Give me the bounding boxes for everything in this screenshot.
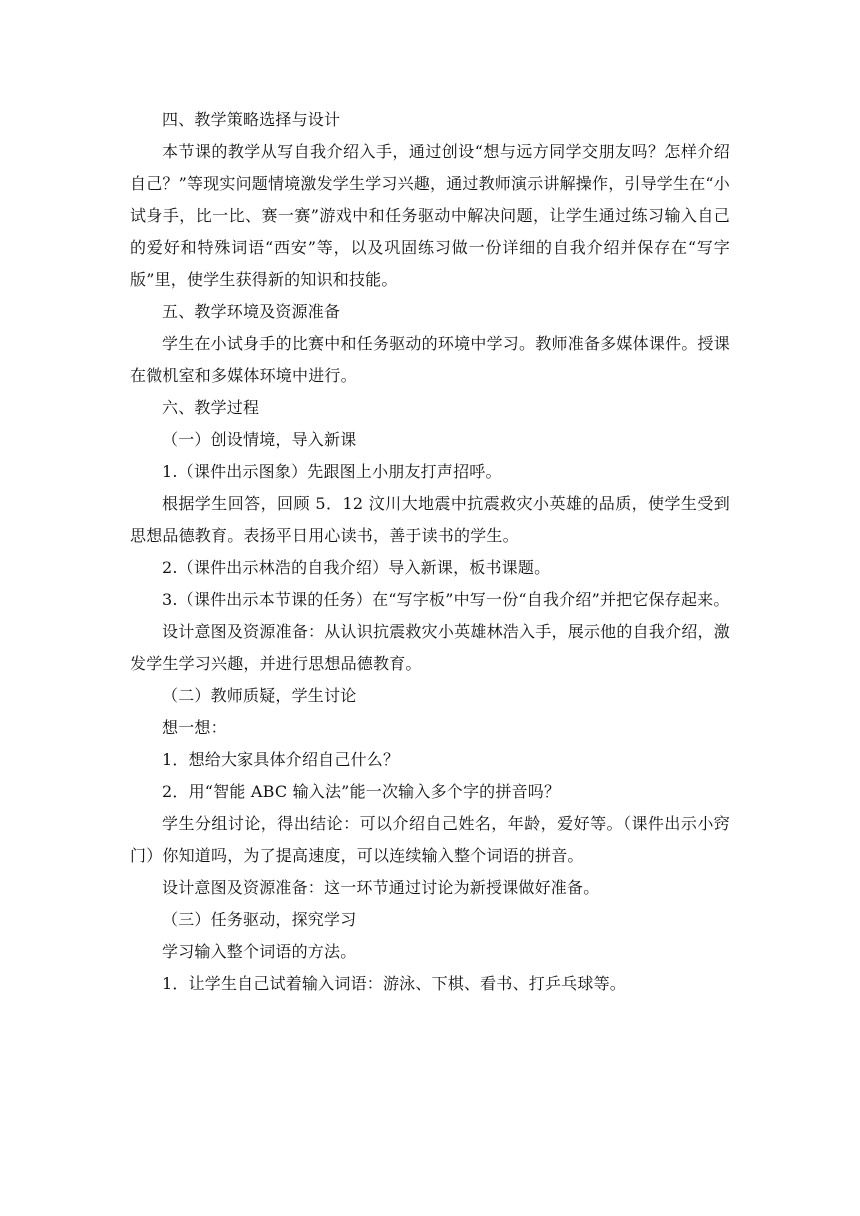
subheading-task-driven: （三）任务驱动，探究学习 xyxy=(162,910,357,929)
heading-teaching-process: 六、教学过程 xyxy=(162,398,260,417)
paragraph-earthquake-review: 根据学生回答，回顾 5．12 汶川大地震中抗震救灾小英雄的品质，使学生受到思想品德教育。表扬平日用心读书，善于读书的学生。 xyxy=(130,494,730,545)
paragraph-design-intent-1: 设计意图及资源准备：从认识抗震救灾小英雄林浩入手，展示他的自我介绍，激发学生学习兴趣，并进行思想品德教育。 xyxy=(130,622,730,673)
paragraph-learn-input: 学习输入整个词语的方法。 xyxy=(162,942,357,961)
step-2-introduction: 2.（课件出示林浩的自我介绍）导入新课，板书课题。 xyxy=(162,558,551,577)
step-1-greeting: 1.（课件出示图象）先跟图上小朋友打声招呼。 xyxy=(162,462,502,481)
paragraph-environment-description: 学生在小试身手的比赛中和任务驱动的环境中学习。教师准备多媒体课件。授课在微机室和多媒体环境中进行。 xyxy=(130,334,730,385)
paragraph-strategy-description: 本节课的教学从写自我介绍入手，通过创设“想与远方同学交朋友吗？怎样介绍自己？”等现实问题情境激发学生学习兴趣，通过教师演示讲解操作，引导学生在“小试身手，比一比、赛一赛”游戏中和任务驱动中解决问题，让学生通过练习输入自己的爱好和特殊词语“西安”等，以及巩固练习做一份详细的自我介绍并保存在“写字版”里，使学生获得新的知识和技能。 xyxy=(130,142,730,289)
question-1: 1．想给大家具体介绍自己什么？ xyxy=(162,750,400,769)
document-body xyxy=(130,104,730,1000)
subheading-teacher-question: （二）教师质疑，学生讨论 xyxy=(162,686,357,705)
paragraph-think: 想一想： xyxy=(162,718,227,737)
question-2: 2．用“智能 ABC 输入法”能一次输入多个字的拼音吗？ xyxy=(162,782,561,801)
heading-teaching-strategy: 四、教学策略选择与设计 xyxy=(162,110,341,129)
paragraph-group-discussion: 学生分组讨论，得出结论：可以介绍自己姓名，年龄，爱好等。（课件出示小窍门）你知道吗，为了提高速度，可以连续输入整个词语的拼音。 xyxy=(130,814,730,865)
step-3-task: 3.（课件出示本节课的任务）在“写字板”中写一份“自我介绍”并把它保存起来。 xyxy=(162,590,730,609)
step-1-try-input: 1．让学生自己试着输入词语：游泳、下棋、看书、打乒乓球等。 xyxy=(162,974,626,993)
heading-environment-resources: 五、教学环境及资源准备 xyxy=(162,302,341,321)
subheading-create-situation: （一）创设情境，导入新课 xyxy=(162,430,357,449)
paragraph-design-intent-2: 设计意图及资源准备：这一环节通过讨论为新授课做好准备。 xyxy=(162,878,600,897)
